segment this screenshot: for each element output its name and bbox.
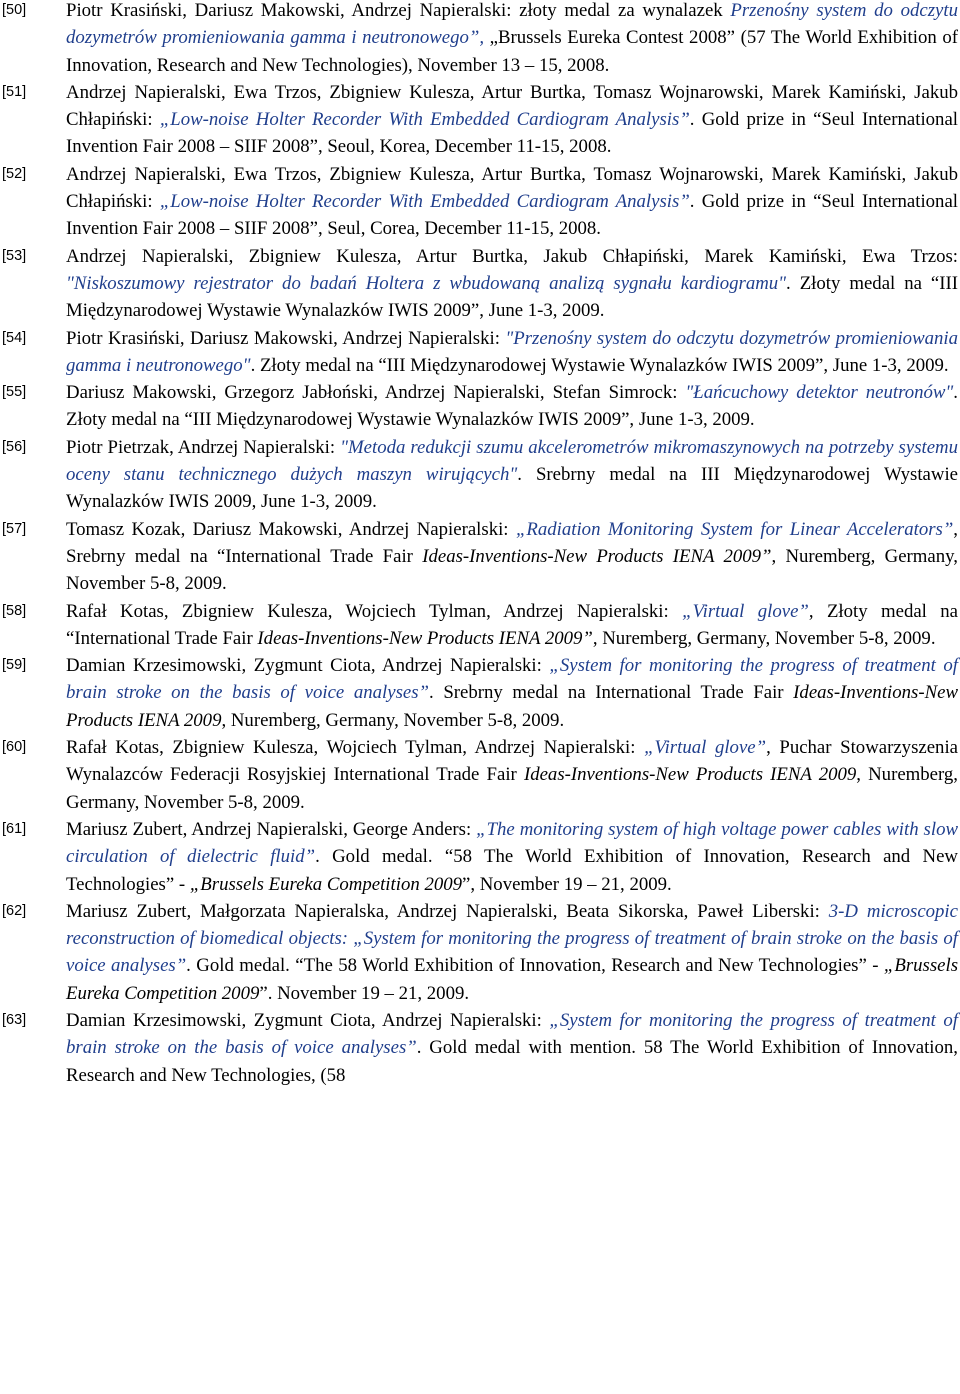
reference-number: [60] <box>2 739 27 756</box>
reference-title-segment: „Brussels Eureka Competition 2009 <box>189 873 463 895</box>
reference-segment: Piotr Krasiński, Dariusz Makowski, Andrzej Napieralski: <box>66 327 506 349</box>
reference-segment: „Brussels Eureka Contest 2008” (57 The World Exhibition of Innovation, Research and New Technologies), November 13 – 15, 2008. <box>66 27 958 76</box>
reference-title-segment: Przenośny system do odczytu dozymetrów promieniowania gamma i neutronowego”, <box>66 0 958 49</box>
reference-title-segment: „Low-noise Holter Recorder With Embedded Cardiogram Analysis” <box>159 109 690 131</box>
reference-segment: Rafał Kotas, Zbigniew Kulesza, Wojciech Tylman, Andrzej Napieralski: <box>66 600 683 622</box>
reference-text <box>66 437 958 513</box>
reference-number: [59] <box>2 657 27 674</box>
reference-text <box>66 246 958 322</box>
reference-segment: Rafał Kotas, Zbigniew Kulesza, Wojciech Tylman, Andrzej Napieralski: <box>66 737 645 759</box>
reference-entry <box>0 1007 958 1089</box>
reference-segment: Piotr Pietrzak, Andrzej Napieralski: <box>66 436 341 458</box>
reference-segment: ”, November 19 – 21, 2009. <box>462 873 672 895</box>
reference-title-segment: „System for monitoring the progress of treatment of brain stroke on the basis of voice analyses” <box>66 655 959 704</box>
reference-entry <box>0 434 958 516</box>
reference-segment: , Nuremberg, Germany, November 5-8, 2009. <box>592 627 936 649</box>
reference-entry <box>0 243 958 325</box>
reference-text <box>66 601 958 649</box>
reference-entry <box>0 0 958 79</box>
reference-entry <box>0 734 958 816</box>
reference-segment: . Srebrny medal na International Trade Fair <box>429 682 794 704</box>
reference-title-segment: "Niskoszumowy rejestrator do badań Holtera z wbudowaną analizą sygnału kardiogramu" <box>66 272 787 294</box>
reference-number: [50] <box>2 2 27 18</box>
reference-text <box>66 901 958 1004</box>
reference-title-segment: Ideas-Inventions-New Products IENA 2009” <box>422 545 772 567</box>
reference-title-segment: "Metoda redukcji szumu akcelerometrów mikromaszynowych na potrzeby systemu oceny stanu technicznego dużych maszyn wirujących" <box>66 436 959 486</box>
reference-segment: Piotr Krasiński, Dariusz Makowski, Andrzej Napieralski: złoty medal za wynalazek <box>66 0 731 21</box>
reference-title-segment: "Przenośny system do odczytu dozymetrów promieniowania gamma i neutronowego" <box>66 327 958 376</box>
reference-number: [54] <box>2 329 27 346</box>
reference-title-segment: „The monitoring system of high voltage power cables with slow circulation of dielectric fluid” <box>66 818 959 868</box>
reference-text <box>66 737 958 813</box>
reference-title-segment: „System for monitoring the progress of treatment of brain stroke on the basis of voice analyses” <box>66 928 958 977</box>
reference-segment: . Gold medal. “The 58 World Exhibition of Innovation, Research and New Technologies” - <box>186 955 884 977</box>
reference-segment: Andrzej Napieralski, Zbigniew Kulesza, Artur Burtka, Jakub Chłapiński, Marek Kamiński, Ewa Trzos: <box>66 245 958 267</box>
reference-number: [53] <box>2 247 27 264</box>
reference-number: [62] <box>2 902 27 919</box>
reference-segment: Tomasz Kozak, Dariusz Makowski, Andrzej Napieralski: <box>66 518 516 540</box>
reference-segment: . Gold prize in “Seul International Invention Fair 2008 – SIIF 2008”, Seul, Corea, December 11-15, 2008. <box>66 191 958 240</box>
reference-segment: . Gold prize in “Seul International Invention Fair 2008 – SIIF 2008”, Seoul, Korea, December 11-15, 2008. <box>66 109 958 158</box>
reference-title-segment: „Brussels Eureka Competition 2009 <box>66 955 959 1004</box>
reference-title-segment: 3-D microscopic reconstruction of biomedical objects: <box>66 900 958 950</box>
reference-text <box>66 164 958 240</box>
reference-segment: . Gold medal with mention. 58 The World Exhibition of Innovation, Research and New Technologies, (58 <box>66 1037 958 1086</box>
reference-segment: Andrzej Napieralski, Ewa Trzos, Zbigniew Kulesza, Artur Burtka, Tomasz Wojnarowski, Marek Kamiński, Jakub Chłapiński: <box>66 81 958 131</box>
reference-segment: , Nuremberg, Germany, November 5-8, 2009. <box>66 764 959 813</box>
reference-segment: Mariusz Zubert, Małgorzata Napieralska, Andrzej Napieralski, Beata Sikorska, Paweł Liberski: <box>66 900 829 922</box>
reference-title-segment: „System for monitoring the progress of treatment of brain stroke on the basis of voice analyses” <box>66 1009 959 1059</box>
reference-entry <box>0 161 958 243</box>
reference-entry <box>0 325 958 380</box>
reference-number: [63] <box>2 1011 27 1028</box>
reference-number: [57] <box>2 520 27 537</box>
reference-segment: . Złoty medal na “III Międzynarodowej Wystawie Wynalazków IWIS 2009”, June 1-3, 2009. <box>66 382 958 431</box>
reference-segment: . Gold medal. “58 The World Exhibition of Innovation, Research and New Technologies” - <box>66 846 958 895</box>
reference-segment: . Złoty medal na “III Międzynarodowej Wystawie Wynalazków IWIS 2009”, June 1-3, 2009. <box>250 354 949 376</box>
reference-segment: , Srebrny medal na “International Trade Fair <box>66 518 958 567</box>
reference-text <box>66 1010 958 1086</box>
reference-segment: Mariusz Zubert, Andrzej Napieralski, George Anders: <box>66 818 477 840</box>
reference-number: [55] <box>2 384 27 401</box>
reference-text <box>66 819 958 895</box>
reference-title-segment: "Łańcuchowy detektor neutronów" <box>685 382 954 404</box>
reference-segment: . Srebrny medal na III Międzynarodowej Wystawie Wynalazków IWIS 2009, June 1-3, 2009. <box>66 464 958 513</box>
reference-number: [51] <box>2 83 27 100</box>
reference-number: [52] <box>2 165 27 182</box>
reference-text <box>66 519 958 595</box>
reference-title-segment: Ideas-Inventions-New Products IENA 2009 <box>523 764 857 786</box>
reference-segment: , Puchar Stowarzyszenia Wynalazców Federacji Rosyjskiej International Trade Fair <box>66 737 958 786</box>
reference-segment: , Nuremberg, Germany, November 5-8, 2009. <box>221 709 565 731</box>
reference-entry <box>0 652 958 734</box>
reference-entry <box>0 898 958 1007</box>
reference-segment: . Złoty medal na “III Międzynarodowej Wystawie Wynalazków IWIS 2009”, June 1-3, 2009. <box>66 272 958 322</box>
reference-entry <box>0 816 958 898</box>
reference-title-segment: „Virtual glove” <box>644 737 767 759</box>
reference-number: [56] <box>2 438 27 455</box>
reference-segment: Andrzej Napieralski, Ewa Trzos, Zbigniew Kulesza, Artur Burtka, Tomasz Wojnarowski, Marek Kamiński, Jakub Chłapiński: <box>66 163 958 213</box>
reference-segment: ”. November 19 – 21, 2009. <box>259 982 470 1004</box>
reference-segment: Damian Krzesimowski, Zygmunt Ciota, Andrzej Napieralski: <box>66 655 550 677</box>
reference-title-segment: Ideas-Inventions-New Products IENA 2009 <box>66 682 958 731</box>
reference-segment: Dariusz Makowski, Grzegorz Jabłoński, Andrzej Napieralski, Stefan Simrock: <box>66 382 686 404</box>
reference-segment: Damian Krzesimowski, Zygmunt Ciota, Andrzej Napieralski: <box>66 1009 550 1031</box>
reference-text <box>66 82 958 158</box>
reference-number: [58] <box>2 602 27 619</box>
reference-segment: , Złoty medal na “International Trade Fair <box>66 600 959 649</box>
reference-title-segment: Ideas-Inventions-New Products IENA 2009” <box>257 627 593 649</box>
reference-title-segment: „Virtual glove” <box>682 600 809 622</box>
reference-entry <box>0 79 958 161</box>
reference-title-segment: „Radiation Monitoring System for Linear Accelerators” <box>515 518 954 540</box>
reference-text <box>66 382 958 430</box>
reference-entry <box>0 598 958 653</box>
reference-text <box>66 328 958 376</box>
reference-number: [61] <box>2 820 27 837</box>
reference-text <box>66 0 958 76</box>
reference-title-segment: „Low-noise Holter Recorder With Embedded Cardiogram Analysis” <box>159 191 690 213</box>
reference-entry <box>0 516 958 598</box>
reference-text <box>66 655 958 731</box>
reference-segment: , Nuremberg, Germany, November 5-8, 2009. <box>66 545 958 595</box>
reference-entry <box>0 379 958 434</box>
